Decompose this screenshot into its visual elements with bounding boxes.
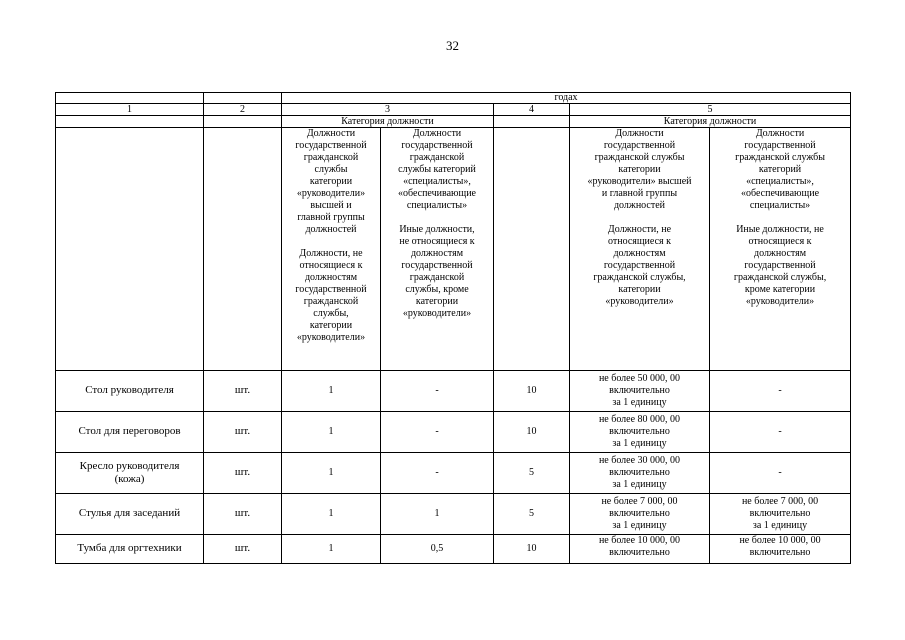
col-number-1: 1 [56,104,204,116]
category-col5-leaders: Должности государственной гражданской службы категории «руководители» высшей и главной группы должностей Должности, не относящиеся к должностям государственной гражданской службы, категории «руководители» [570,128,710,371]
item-name: Стол руководителя [56,371,204,412]
item-unit: шт. [204,412,282,453]
item-qty-leaders: 1 [282,494,381,535]
cell [494,128,570,371]
item-price-specialists: - [710,453,851,494]
item-years: 5 [494,494,570,535]
cell [204,116,282,128]
item-price-specialists: - [710,371,851,412]
item-qty-specialists: 0,5 [381,535,494,564]
category-col3-leaders: Должности государственной гражданской службы категории «руководители» высшей и главной группы должностей Должности, не относящиеся к должностям государственной гражданской службы, категории «руководители» [282,128,381,371]
col-number-2: 2 [204,104,282,116]
item-qty-specialists: 1 [381,494,494,535]
item-years: 10 [494,535,570,564]
item-price-specialists: - [710,412,851,453]
table-row [56,371,851,412]
cell [204,128,282,371]
item-price-leaders: не более 7 000, 00 включительно за 1 единицу [570,494,710,535]
item-qty-leaders: 1 [282,371,381,412]
col-number-3: 3 [282,104,494,116]
col-number-5: 5 [570,104,851,116]
category-label-col3: Категория должности [282,116,494,128]
item-years: 5 [494,453,570,494]
page-number: 32 [446,38,459,53]
category-description-row [56,128,851,371]
item-price-leaders: не более 50 000, 00 включительно за 1 единицу [570,371,710,412]
item-qty-leaders: 1 [282,412,381,453]
item-unit: шт. [204,535,282,564]
item-unit: шт. [204,371,282,412]
item-unit: шт. [204,453,282,494]
category-label-row [56,116,851,128]
item-price-specialists: не более 7 000, 00 включительно за 1 единицу [710,494,851,535]
item-years: 10 [494,371,570,412]
cell [494,116,570,128]
item-qty-leaders: 1 [282,535,381,564]
table-row [56,494,851,535]
item-name: Стол для переговоров [56,412,204,453]
item-price-specialists: не более 10 000, 00 включительно [710,535,851,564]
table-row [56,412,851,453]
item-years: 10 [494,412,570,453]
continuation-text: годах [282,93,851,104]
cell [204,93,282,104]
category-label-col5: Категория должности [570,116,851,128]
item-name: Кресло руководителя (кожа) [56,453,204,494]
item-qty-specialists: - [381,371,494,412]
requirements-table [55,92,851,564]
category-col5-specialists: Должности государственной гражданской службы категорий «специалисты», «обеспечивающие специалисты» Иные должности, не относящиеся к должностям государственной гражданской службы, кроме категории «руководители» [710,128,851,371]
category-col3-specialists: Должности государственной гражданской службы категорий «специалисты», «обеспечивающие специалисты» Иные должности, не относящиеся к должностям государственной гражданской службы, кроме категории «руководители» [381,128,494,371]
continuation-row [56,93,851,104]
cell [56,93,204,104]
item-price-leaders: не более 30 000, 00 включительно за 1 единицу [570,453,710,494]
col-number-4: 4 [494,104,570,116]
item-qty-specialists: - [381,453,494,494]
cell [56,116,204,128]
item-qty-specialists: - [381,412,494,453]
item-name: Стулья для заседаний [56,494,204,535]
item-price-leaders: не более 10 000, 00 включительно [570,535,710,564]
item-name: Тумба для оргтехники [56,535,204,564]
item-price-leaders: не более 80 000, 00 включительно за 1 единицу [570,412,710,453]
table-row [56,453,851,494]
table-row [56,535,851,564]
item-qty-leaders: 1 [282,453,381,494]
cell [56,128,204,371]
column-number-row [56,104,851,116]
item-unit: шт. [204,494,282,535]
